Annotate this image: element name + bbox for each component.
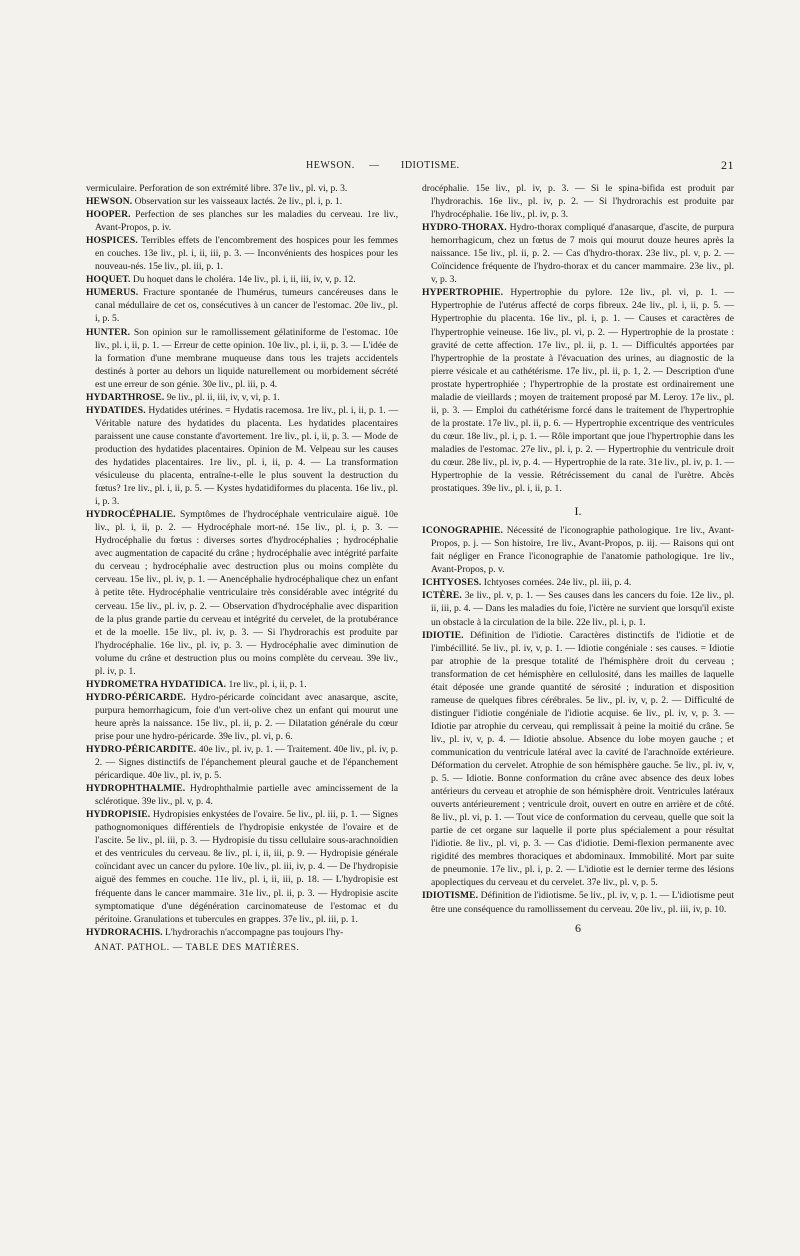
columns: [86, 182, 734, 1202]
signature-mark: 6: [575, 920, 581, 935]
entry-text: Du hoquet dans le choléra. 14e liv., pl. i, ii, iii, iv, v, p. 12.: [130, 274, 356, 286]
index-entry: [86, 404, 398, 508]
entry-heading: HOOPER.: [86, 209, 131, 221]
entry-text: Hydro-péricarde coïncidant avec anasarque, ascite, purpura hemorrhagicum, foie d'un vert-olive chez un enfant qui mourut une heure après la naissance. 15e liv., pl. ii, p. 2. — Dilatation générale du cœur prise pour une hydro-péricarde. 39e liv., pl. vi, p. 6.: [95, 691, 398, 742]
entry-heading: ICTÈRE.: [422, 590, 462, 602]
index-entry: [86, 782, 398, 808]
index-entry: [86, 743, 398, 782]
entry-heading: HUMERUS.: [86, 287, 139, 299]
index-entry: [86, 286, 398, 325]
right-column: [422, 182, 734, 935]
entry-text: Fracture spontanée de l'humérus, tumeurs cancéreuses dans le canal médullaire de cet os, consécutives à un cancer de l'estomac. 20e liv., pl. i, p. 5.: [95, 287, 398, 325]
entry-text: 3e liv., pl. v, p. 1. — Ses causes dans les cancers du foie. 12e liv., pl. ii, iii, p. 4. — Dans les maladies du foie, l'ictère ne survient que lorsqu'il existe un obstacle à la circulation de la bile. 22e liv., pl. i, p. 1.: [431, 590, 734, 628]
index-entry: [422, 182, 734, 221]
section-letter: I.: [574, 504, 582, 519]
entry-heading: HYDRORACHIS.: [86, 926, 163, 938]
running-head-left: HEWSON.: [306, 160, 355, 171]
index-entry: [422, 589, 734, 628]
entry-text: Ichtyoses cornées. 24e liv., pl. iii, p. 4.: [481, 577, 632, 589]
entry-text: Hydatides utérines. = Hydatis racemosa. 1re liv., pl. i, ii, p. 1. — Véritable nature des hydatides du placenta. Les hydatides placentaires paraissent une cause constante d'avortement. 1re liv., pl. i, ii, p. 3. — Mode de production des hydatides placentaires. Opinion de M. Velpeau sur les causes des hydatides placentaires. 1re liv., pl. i, ii, p. 4. — La transformation vésiculeuse du placenta, entraîne-t-elle le plus souvent la destruction du fœtus? 1re liv., pl. i, ii, p. 5. — Kystes hydatidiformes du placenta. 16e liv., pl. i, p. 3.: [95, 404, 398, 508]
index-entry: [422, 221, 734, 286]
entry-heading: HYDATIDES.: [86, 404, 146, 416]
footer-signature-line: ANAT. PATHOL. — TABLE DES MATIÈRES.: [94, 941, 300, 953]
entry-text: Observation sur les vaisseaux lactés. 2e liv., pl. i, p. 1.: [132, 196, 343, 208]
entry-heading: HYDARTHROSE.: [86, 391, 165, 403]
entry-heading: ICONOGRAPHIE.: [422, 525, 503, 537]
entry-text: Hypertrophie du pylore. 12e liv., pl. vi, p. 1. — Hypertrophie de l'utérus affecté de corps fibreux. 24e liv., pl. i, ii, p. 5. — Hypertrophie du placenta. 16e liv., pl. i, p. 1. — Causes et caractères de l'hypertrophie veineuse. 16e liv., pl. vi, p. 2. — Hypertrophie de la prostate : gravité de cette affection. 17e liv., pl. ii, p. 1. — Difficultés apportées par l'hypertrophie de la prostate à l'évacuation des urines, au diagnostic de la pierre vésicale et au cathétérisme. 17e liv., pl. ii, p. 1, 2. — Description d'une prostate hypertrophiée ; l'hypertrophie de la prostate est ordinairement une maladie de vieillards ; moyen de traitement proposé par M. Leroy. 17e liv., pl. ii, p. 3. — Emploi du cathétérisme forcé dans le traitement de l'hypertrophie de la prostate. 17e liv., pl. ii, p. 6. — Hypertrophie excentrique des ventricules du cœur. 18e liv., pl. i, p. 1. — Rôle important que joue l'hypertrophie dans les maladies de l'estomac. 27e liv., pl. i, p. 2. — Hypertrophie du ventricule droit du cœur. 28e liv., pl. iv, p. 4. — Hypertrophie de la rate. 31e liv., pl. iv, p. 1. — Hypertrophie de la vessie. Rétrécissement du canal de l'urètre. Abcès prostatiques. 39e liv., pl. i, ii, p. 1.: [431, 287, 734, 495]
entry-heading: HOSPICES.: [86, 235, 138, 247]
index-entry: [86, 208, 398, 234]
entry-heading: HYPERTROPHIE.: [422, 287, 504, 299]
entry-continuation: vermiculaire. Perforation de son extrémité libre. 37e liv., pl. vi, p. 3.: [86, 183, 348, 194]
entry-heading: HYDROMETRA HYDATIDICA.: [86, 678, 227, 690]
index-entry: [86, 678, 398, 691]
index-entry: [422, 889, 734, 915]
entry-continuation: drocéphalie. 15e liv., pl. iv, p. 3. — Si le spina-bifida est produit par l'hydrorachis. 16e liv., pl. iv, p. 2. — Si l'hydrorachis est produite par l'hydrocéphalie. 16e liv., pl. iv, p. 3.: [422, 183, 734, 221]
index-entry: [86, 926, 398, 939]
entry-text: Définition de l'idiotie. Caractères distinctifs de l'idiotie et de l'imbécillité. 5e liv., pl. iv, v, p. 1. — Idiotie congéniale : ses causes. = Idiotie par atrophie de la presque totalité de l'hémisphère droit du cerveau ; transformation de cet hémisphère en cellulosité, dans les mailles de laquelle était déposée une grande quantité de sérosité ; induration et disposition rameuse de quelques fibres cérébrales. 5e liv., pl. iv, v, p. 2. — Difficulté de distinguer l'idiotie congéniale de l'idiotie acquise. 6e liv., pl. iv, v, p. 3. — Idiotie par atrophie du cerveau, qui remplissait à peine la moitié du crâne. 5e liv., pl. iv, v, p. 4. — Idiotie absolue. Absence du lobe moyen gauche ; et communication du ventricule latéral avec la cavité de l'arachnoïde extérieure. Déformation du cervelet. Atrophie de son hémisphère gauche. 5e liv., pl. iv, v, p. 5. — Idiotie. Bonne conformation du crâne avec absence des deux lobes antérieurs du cerveau et atrophie de son hémisphère droit. Ventricules latéraux ouverts antérieurement ; ventricule droit, ouvert en outre en arrière et de côté. 8e liv., pl. vi, p. 1. — Tout vice de conformation du cerveau, quelle que soit la partie de cet organe sur laquelle il porte plus spécialement a pour résultat l'idiotie. 8e liv., pl. vi, p. 3. — Cas d'idiotie. Demi-flexion permanente avec rigidité des membres thoraciques et abdominaux. Immobilité. Mort par suite de pneumonie. 17e liv., pl. i, p. 2. — L'idiotie est le dernier terme des lésions apoplectiques du cerveau et du cervelet. 37e liv., pl. v, p. 5.: [431, 629, 734, 889]
entry-heading: HYDRO-PÉRICARDE.: [86, 691, 186, 703]
index-entry: [86, 391, 398, 404]
entry-text: 40e liv., pl. iv, p. 1. — Traitement. 40e liv., pl. iv, p. 2. — Signes distinctifs de l'épanchement pleural gauche et de l'épanchement péricardique. 40e liv., pl. iv, p. 5.: [95, 744, 398, 782]
entry-heading: HYDROPHTHALMIE.: [86, 783, 186, 795]
entry-text: Symptômes de l'hydrocéphale ventriculaire aiguë. 10e liv., pl. i, ii, p. 2. — Hydrocéphale mort-né. 15e liv., pl. i, p. 3. — Hydrocéphalie du fœtus : diverses sortes d'hydrocéphalies ; hydrocéphalie avec augmentation de capacité du crâne ; hydrocéphalie avec intégrité parfaite du cerveau ; hydrocéphalie avec destruction plus ou moins complète du cerveau. 15e liv., pl. iv, p. 1. — Anencéphalie hydrocéphalique chez un enfant à petite tête. Hydrocéphalie ventriculaire très considérable avec intégrité du cerveau. 15e liv., pl. iv, p. 2. — Observation d'hydrocéphalie avec disparition de la plus grande partie du cerveau et intégrité du cervelet, de la protubérance et de la moelle. 15e liv., pl. iv, p. 3. — Si l'hydrorachis est produite par l'hydrocéphalie. 16e liv., pl. iv, p. 3. — Hydrocéphalie avec diminution de volume du crâne et destruction plus ou moins complète du cerveau. 39e liv., pl. iv, p. 1.: [95, 509, 398, 677]
entry-text: L'hydrorachis n'accompagne pas toujours l'hy-: [162, 926, 344, 938]
entry-heading: HYDRO-THORAX.: [422, 222, 507, 234]
entry-text: Perfection de ses planches sur les maladies du cerveau. 1re liv., Avant-Propos, p. iv.: [95, 209, 398, 234]
entry-text: Son opinion sur le ramollissement gélatiniforme de l'estomac. 10e liv., pl. i, ii, p. 1. — Erreur de cette opinion. 10e liv., pl. i, ii, p. 3. — L'idée de la formation d'une membrane muqueuse dans tous les trajets accidentels destinés à porter au dehors un liquide naturellement ou morbidement sécrété est une erreur de son génie. 30e liv., pl. iii, p. 4.: [95, 326, 398, 390]
left-column: [86, 182, 398, 954]
running-head: [86, 158, 734, 176]
index-entry: [86, 182, 398, 195]
index-entry: [422, 286, 734, 495]
page-number: 21: [721, 158, 734, 172]
page: [86, 158, 734, 1218]
entry-text: Terribles effets de l'encombrement des hospices pour les femmes en couches. 13e liv., pl. i, ii, iii, p. 3. — Inconvénients des hospices pour les nouveau-nés. 15e liv., pl. iii, p. 1.: [95, 235, 398, 273]
entry-text: 1re liv., pl. i, ii, p. 1.: [226, 678, 307, 690]
running-head-separator: —: [369, 160, 380, 171]
index-entry: [86, 508, 398, 678]
index-entry: [422, 524, 734, 576]
entry-heading: HOQUET.: [86, 274, 131, 286]
index-entry: [86, 691, 398, 743]
index-entry: [86, 326, 398, 391]
entry-heading: HYDROCÉPHALIE.: [86, 509, 176, 521]
entry-heading: HYDROPISIE.: [86, 809, 151, 821]
running-head-right: IDIOTISME.: [401, 160, 460, 171]
entry-text: Hydrophthalmie partielle avec amincissement de la sclérotique. 39e liv., pl. v, p. 4.: [95, 783, 398, 808]
entry-heading: HUNTER.: [86, 326, 131, 338]
entry-heading: HEWSON.: [86, 196, 133, 208]
entry-heading: ICHTYOSES.: [422, 577, 482, 589]
index-entry: [86, 195, 398, 208]
index-entry: [422, 629, 734, 890]
entry-heading: IDIOTIE.: [422, 629, 464, 641]
index-entry: [422, 576, 734, 589]
entry-text: Nécessité de l'iconographie pathologique. 1re liv., Avant-Propos, p. j. — Son histoire, 1re liv., Avant-Propos, p. iij. — Raisons qui ont fait négliger en France l'iconographie de l'anatomie pathologique. 1re liv., Avant-Propos, p. v.: [431, 525, 734, 576]
index-entry: [86, 273, 398, 286]
entry-text: Hydropisies enkystées de l'ovaire. 5e liv., pl. iii, p. 1. — Signes pathognomoniques différentiels de l'hydropisie enkystée de l'ovaire et de l'ascite. 5e liv., pl. iii, p. 3. — Hydropisie du tissu cellulaire sous-arachnoïdien et des ventricules du cerveau. 8e liv., pl. i, ii, iii, p. 9. — Hydropisie générale coïncidant avec un cancer du pylore. 10e liv., pl. iii, iv, p. 4. — De l'hydropisie aiguë des femmes en couche. 11e liv., pl. i, ii, iii, p. 18. — L'hydropisie est fréquente dans le cancer mammaire. 31e liv., pl. ii, p. 3. — Hydropisie ascite symptomatique d'une dégénération carcinomateuse de l'estomac et du péritoine. Granulations et tubercules en grappes. 37e liv., pl. iii, p. 1.: [95, 809, 398, 925]
entry-text: 9e liv., pl. ii, iii, iv, v, vi, p. 1.: [164, 391, 280, 403]
index-entry: [86, 234, 398, 273]
entry-heading: IDIOTISME.: [422, 890, 479, 902]
entry-heading: HYDRO-PÉRICARDITE.: [86, 744, 197, 756]
entry-text: Définition de l'idiotisme. 5e liv., pl. iv, v, p. 1. — L'idiotisme peut être une conséquence du ramollissement du cerveau. 20e liv., pl. iii, iv, p. 10.: [431, 890, 734, 915]
index-entry: [86, 808, 398, 925]
entry-text: Hydro-thorax compliqué d'anasarque, d'ascite, de purpura hemorrhagicum, chez un fœtus de 7 mois qui mourut douze heures après la naissance. 15e liv., pl. ii, p. 2. — Cas d'hydro-thorax. 23e liv., pl. v, p. 2. — Coïncidence fréquente de l'hydro-thorax et du cancer mammaire. 23e liv., pl. v, p. 3.: [431, 222, 734, 286]
